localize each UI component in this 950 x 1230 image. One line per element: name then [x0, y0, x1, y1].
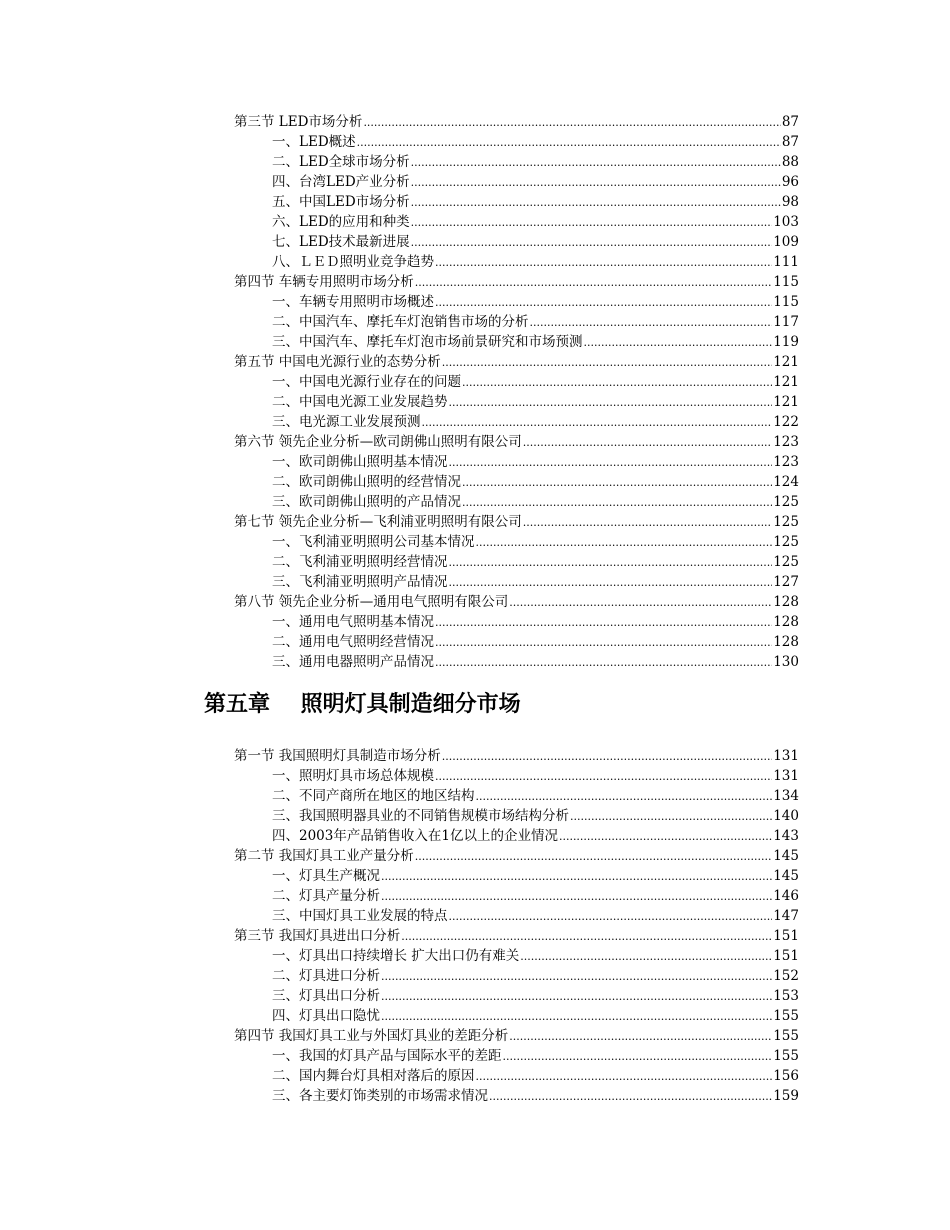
toc-entry-subsection[interactable]	[234, 906, 799, 926]
toc-page-number: 117	[773, 314, 799, 330]
toc-page-number: 131	[773, 748, 799, 764]
toc-page-number: 155	[773, 1048, 799, 1064]
toc-page-number: 122	[773, 414, 799, 430]
toc-leader-dots	[442, 747, 772, 766]
toc-entry-title: 三、灯具出口分析	[272, 988, 380, 1004]
toc-page-number: 128	[773, 614, 799, 630]
toc-entry-subsection[interactable]	[234, 806, 799, 826]
toc-entry-section[interactable]	[234, 846, 799, 866]
toc-page-number: 125	[773, 554, 799, 570]
toc-leader-dots	[363, 113, 780, 132]
toc-entry-title: 三、中国汽车、摩托车灯泡市场前景研究和市场预测	[272, 334, 583, 350]
toc-leader-dots	[411, 153, 781, 172]
toc-leader-dots	[509, 1027, 772, 1046]
toc-page-number: 125	[773, 494, 799, 510]
toc-page-number: 145	[773, 848, 799, 864]
toc-page-number: 98	[781, 194, 799, 210]
toc-entry-title: 二、中国电光源工业发展趋势	[272, 394, 448, 410]
toc-entry-subsection[interactable]	[234, 886, 799, 906]
toc-leader-dots	[530, 313, 773, 332]
toc-entry-title: 四、台湾LED产业分析	[272, 174, 410, 190]
toc-entry-title: 一、通用电气照明基本情况	[272, 614, 434, 630]
toc-page-number: 121	[773, 374, 799, 390]
toc-leader-dots	[489, 1087, 772, 1106]
toc-leader-dots	[570, 807, 772, 826]
toc-page-number: 159	[773, 1088, 799, 1104]
toc-page-number: 152	[773, 968, 799, 984]
toc-entry-section[interactable]	[234, 432, 799, 452]
toc-page-number: 128	[773, 634, 799, 650]
toc-entry-title: 三、我国照明器具业的不同销售规模市场结构分析	[272, 808, 569, 824]
toc-entry-title: 第三节 我国灯具进出口分析	[234, 928, 401, 944]
toc-page-number: 125	[773, 514, 799, 530]
toc-section-chapter-4	[234, 112, 799, 672]
toc-page-number: 103	[773, 214, 799, 230]
toc-page-number: 121	[773, 394, 799, 410]
toc-entry-section[interactable]	[234, 1026, 799, 1046]
toc-page-number: 145	[773, 868, 799, 884]
toc-entry-title: 二、不同产商所在地区的地区结构	[272, 788, 475, 804]
toc-entry-title: 一、灯具出口持续增长 扩大出口仍有难关	[272, 948, 520, 964]
toc-leader-dots	[476, 533, 773, 552]
toc-page-number: 128	[773, 594, 799, 610]
toc-entry-section[interactable]	[234, 272, 799, 292]
toc-leader-dots	[422, 413, 773, 432]
toc-leader-dots	[435, 767, 772, 786]
toc-entry-title: 第六节 领先企业分析—欧司朗佛山照明有限公司	[234, 434, 522, 450]
toc-entry-subsection[interactable]	[234, 986, 799, 1006]
toc-leader-dots	[449, 453, 773, 472]
toc-entry-section[interactable]	[234, 746, 799, 766]
toc-entry-title: 四、2003年产品销售收入在1亿以上的企业情况	[272, 828, 558, 844]
toc-leader-dots	[462, 493, 772, 512]
toc-entry-subsection[interactable]	[234, 572, 799, 592]
toc-leader-dots	[462, 473, 772, 492]
toc-page-number: 109	[773, 234, 799, 250]
toc-entry-title: 第八节 领先企业分析—通用电气照明有限公司	[234, 594, 509, 610]
toc-leader-dots	[523, 433, 772, 452]
toc-page-number: 155	[773, 1008, 799, 1024]
toc-entry-title: 一、照明灯具市场总体规模	[272, 768, 434, 784]
toc-entry-title: 第一节 我国照明灯具制造市场分析	[234, 748, 441, 764]
toc-entry-title: 三、电光源工业发展预测	[272, 414, 421, 430]
toc-leader-dots	[442, 353, 772, 372]
toc-page-number: 87	[781, 134, 799, 150]
toc-entry-title: 第四节 车辆专用照明市场分析	[234, 274, 414, 290]
toc-entry-title: 六、LED的应用和种类	[272, 214, 410, 230]
toc-page-number: 156	[773, 1068, 799, 1084]
toc-entry-subsection[interactable]	[234, 1086, 799, 1106]
toc-entry-subsection[interactable]	[234, 472, 799, 492]
toc-leader-dots	[435, 253, 772, 272]
toc-entry-section[interactable]	[234, 112, 799, 132]
toc-leader-dots	[381, 1007, 772, 1026]
toc-entry-subsection[interactable]	[234, 786, 799, 806]
toc-page-number: 131	[773, 768, 799, 784]
toc-entry-title: 一、车辆专用照明市场概述	[272, 294, 434, 310]
toc-entry-subsection[interactable]	[234, 612, 799, 632]
toc-entry-title: 二、LED全球市场分析	[272, 154, 410, 170]
toc-page-number: 140	[773, 808, 799, 824]
toc-leader-dots	[449, 553, 773, 572]
toc-leader-dots	[435, 633, 772, 652]
toc-leader-dots	[520, 947, 772, 966]
toc-leader-dots	[401, 927, 772, 946]
toc-entry-title: 第五节 中国电光源行业的态势分析	[234, 354, 441, 370]
toc-leader-dots	[462, 373, 772, 392]
toc-page-number: 111	[773, 254, 799, 270]
toc-page-number: 123	[773, 434, 799, 450]
toc-entry-title: 一、中国电光源行业存在的问题	[272, 374, 461, 390]
toc-leader-dots	[411, 233, 773, 252]
toc-entry-title: 五、中国LED市场分析	[272, 194, 410, 210]
toc-page-number: 119	[773, 334, 799, 350]
toc-entry-title: 一、欧司朗佛山照明基本情况	[272, 454, 448, 470]
toc-entry-subsection[interactable]	[234, 312, 799, 332]
toc-entry-subsection[interactable]	[234, 172, 799, 192]
toc-entry-title: 一、LED概述	[272, 134, 356, 150]
toc-entry-title: 第四节 我国灯具工业与外国灯具业的差距分析	[234, 1028, 509, 1044]
toc-entry-subsection[interactable]	[234, 1046, 799, 1066]
toc-page-number: 88	[781, 154, 799, 170]
toc-page-number: 147	[773, 908, 799, 924]
toc-leader-dots	[476, 1067, 773, 1086]
toc-page-number: 96	[781, 174, 799, 190]
toc-entry-title: 一、我国的灯具产品与国际水平的差距	[272, 1048, 502, 1064]
toc-entry-subsection[interactable]	[234, 552, 799, 572]
toc-page-number: 125	[773, 534, 799, 550]
toc-leader-dots	[584, 333, 773, 352]
toc-leader-dots	[435, 293, 772, 312]
toc-entry-title: 三、欧司朗佛山照明的产品情况	[272, 494, 461, 510]
toc-entry-subsection[interactable]	[234, 152, 799, 172]
toc-entry-subsection[interactable]	[234, 532, 799, 552]
toc-leader-dots	[381, 887, 772, 906]
toc-page-number: 87	[781, 114, 799, 130]
toc-entry-subsection[interactable]	[234, 652, 799, 672]
toc-entry-title: 二、欧司朗佛山照明的经营情况	[272, 474, 461, 490]
toc-entry-title: 三、各主要灯饰类别的市场需求情况	[272, 1088, 488, 1104]
toc-entry-title: 二、飞利浦亚明照明经营情况	[272, 554, 448, 570]
toc-entry-subsection[interactable]	[234, 292, 799, 312]
toc-leader-dots	[449, 393, 773, 412]
toc-entry-title: 三、飞利浦亚明照明产品情况	[272, 574, 448, 590]
toc-entry-subsection[interactable]	[234, 212, 799, 232]
toc-entry-title: 二、通用电气照明经营情况	[272, 634, 434, 650]
toc-entry-title: 第七节 领先企业分析—飞利浦亚明照明有限公司	[234, 514, 522, 530]
chapter-heading: 第五章 照明灯具制造细分市场	[204, 692, 521, 717]
toc-entry-subsection[interactable]	[234, 412, 799, 432]
toc-entry-subsection[interactable]	[234, 866, 799, 886]
toc-page-number: 115	[773, 274, 799, 290]
toc-leader-dots	[381, 867, 772, 886]
toc-leader-dots	[415, 847, 772, 866]
toc-leader-dots	[381, 987, 772, 1006]
toc-section-chapter-5	[234, 746, 799, 1106]
toc-entry-subsection[interactable]	[234, 232, 799, 252]
toc-entry-section[interactable]	[234, 926, 799, 946]
toc-leader-dots	[435, 613, 772, 632]
toc-entry-title: 一、灯具生产概况	[272, 868, 380, 884]
toc-leader-dots	[476, 787, 773, 806]
toc-leader-dots	[411, 193, 781, 212]
toc-entry-title: 二、国内舞台灯具相对落后的原因	[272, 1068, 475, 1084]
toc-page-number: 124	[773, 474, 799, 490]
toc-entry-title: 第二节 我国灯具工业产量分析	[234, 848, 414, 864]
toc-entry-subsection[interactable]	[234, 492, 799, 512]
toc-entry-title: 八、ＬＥＤ照明业竞争趋势	[272, 254, 434, 270]
toc-page-number: 151	[773, 948, 799, 964]
toc-leader-dots	[381, 967, 772, 986]
toc-page-number: 155	[773, 1028, 799, 1044]
toc-page-number: 151	[773, 928, 799, 944]
toc-entry-subsection[interactable]	[234, 372, 799, 392]
toc-page-number: 134	[773, 788, 799, 804]
toc-entry-subsection[interactable]	[234, 966, 799, 986]
toc-leader-dots	[449, 573, 773, 592]
toc-entry-subsection[interactable]	[234, 946, 799, 966]
toc-page-number: 127	[773, 574, 799, 590]
toc-entry-subsection[interactable]	[234, 332, 799, 352]
toc-entry-subsection[interactable]	[234, 632, 799, 652]
toc-leader-dots	[559, 827, 772, 846]
toc-leader-dots	[357, 133, 781, 152]
toc-entry-subsection[interactable]	[234, 252, 799, 272]
toc-entry-title: 四、灯具出口隐忧	[272, 1008, 380, 1024]
toc-entry-title: 第三节 LED市场分析	[234, 114, 363, 130]
toc-leader-dots	[411, 173, 781, 192]
toc-entry-subsection[interactable]	[234, 1006, 799, 1026]
toc-leader-dots	[411, 213, 773, 232]
toc-entry-subsection[interactable]	[234, 1066, 799, 1086]
toc-entry-title: 七、LED技术最新进展	[272, 234, 410, 250]
toc-entry-subsection[interactable]	[234, 392, 799, 412]
toc-entry-title: 一、飞利浦亚明照明公司基本情况	[272, 534, 475, 550]
toc-entry-title: 二、灯具进口分析	[272, 968, 380, 984]
toc-leader-dots	[449, 907, 773, 926]
toc-page-number: 130	[773, 654, 799, 670]
toc-entry-title: 二、灯具产量分析	[272, 888, 380, 904]
toc-leader-dots	[435, 653, 772, 672]
toc-entry-subsection[interactable]	[234, 826, 799, 846]
toc-leader-dots	[509, 593, 772, 612]
toc-page-number: 143	[773, 828, 799, 844]
toc-entry-subsection[interactable]	[234, 766, 799, 786]
toc-entry-title: 二、中国汽车、摩托车灯泡销售市场的分析	[272, 314, 529, 330]
toc-page-number: 121	[773, 354, 799, 370]
toc-entry-title: 三、通用电器照明产品情况	[272, 654, 434, 670]
toc-leader-dots	[415, 273, 772, 292]
toc-page-number: 146	[773, 888, 799, 904]
toc-entry-subsection[interactable]	[234, 452, 799, 472]
toc-page-number: 153	[773, 988, 799, 1004]
toc-page-number: 123	[773, 454, 799, 470]
toc-entry-title: 三、中国灯具工业发展的特点	[272, 908, 448, 924]
toc-leader-dots	[503, 1047, 773, 1066]
toc-entry-section[interactable]	[234, 352, 799, 372]
toc-entry-section[interactable]	[234, 512, 799, 532]
toc-page-number: 115	[773, 294, 799, 310]
toc-leader-dots	[523, 513, 772, 532]
toc-entry-section[interactable]	[234, 592, 799, 612]
toc-entry-subsection[interactable]	[234, 132, 799, 152]
toc-entry-subsection[interactable]	[234, 192, 799, 212]
